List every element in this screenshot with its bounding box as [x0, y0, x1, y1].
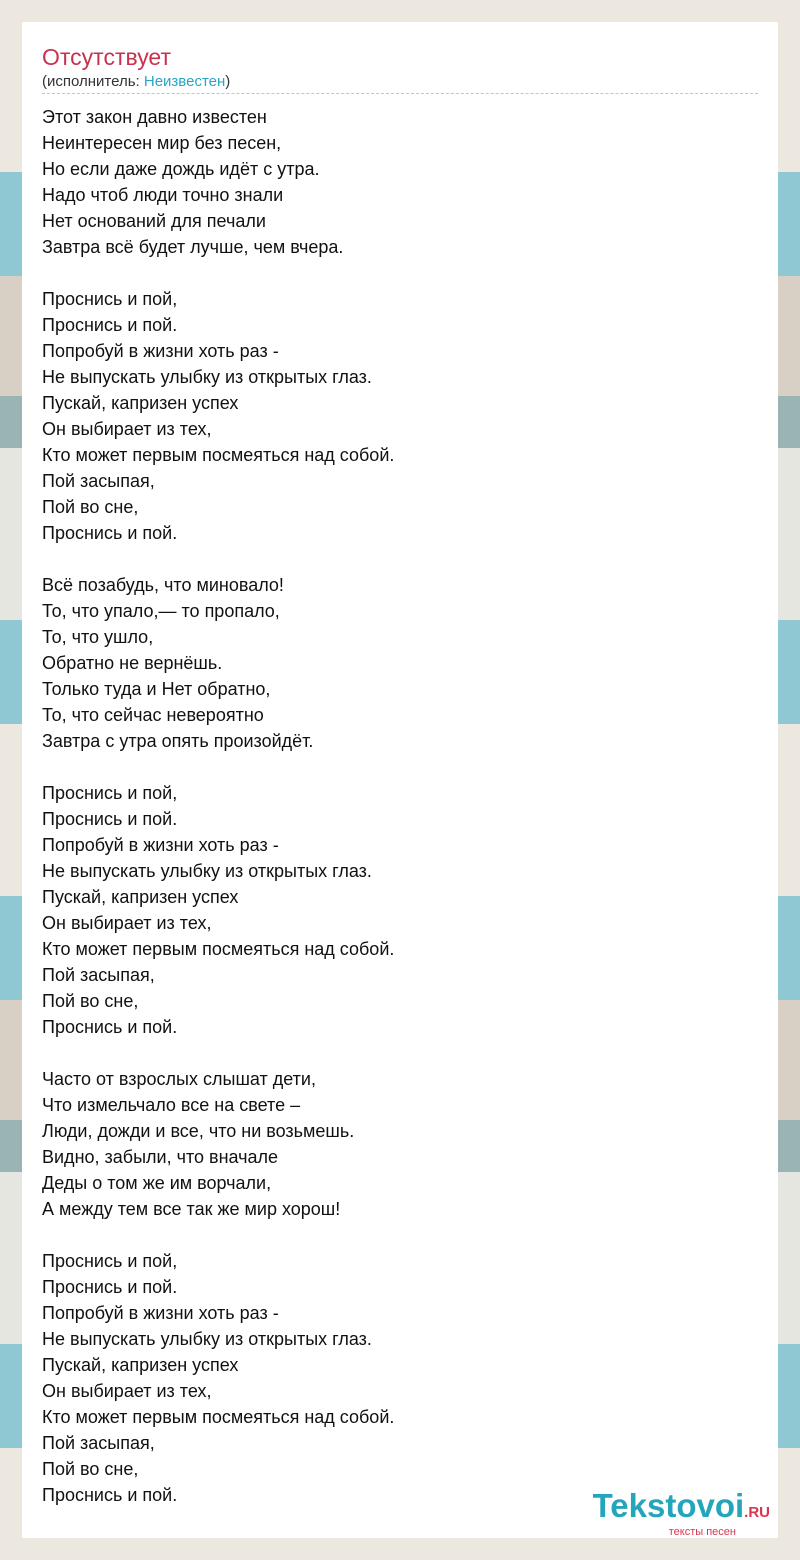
artist-prefix: (исполнитель:: [42, 73, 144, 90]
lyrics-line: Завтра всё будет лучше, чем вчера.: [42, 237, 344, 257]
logo-wordmark: [593, 1489, 770, 1530]
lyrics-line: Попробуй в жизни хоть раз -: [42, 1303, 279, 1323]
lyrics-line: Только туда и Нет обратно,: [42, 679, 271, 699]
lyrics-line: Он выбирает из тех,: [42, 1381, 212, 1401]
lyrics-line: То, что ушло,: [42, 627, 154, 647]
lyrics-line: Деды о том же им ворчали,: [42, 1173, 272, 1193]
lyrics-stanza: [42, 104, 742, 260]
song-title: Отсутствует: [42, 44, 171, 70]
lyrics-line: Видно, забыли, что вначале: [42, 1147, 279, 1167]
logo-main-text: Tekstovoi: [592, 1487, 745, 1524]
lyrics-line: Пой во сне,: [42, 1459, 139, 1479]
lyrics-line: Люди, дожди и все, что ни возьмешь.: [42, 1121, 355, 1141]
lyrics-line: Пускай, капризен успех: [42, 887, 239, 907]
lyrics-line: Что измельчало все на свете –: [42, 1095, 301, 1115]
lyrics-line: Проснись и пой,: [42, 289, 178, 309]
lyrics-line: Но если даже дождь идёт с утра.: [42, 159, 320, 179]
lyrics-line: А между тем все так же мир хорош!: [42, 1199, 341, 1219]
lyrics-line: Проснись и пой.: [42, 1277, 178, 1297]
lyrics-line: Пускай, капризен успех: [42, 1355, 239, 1375]
lyrics-line: Надо чтоб люди точно знали: [42, 185, 284, 205]
lyrics-line: Кто может первым посмеяться над собой.: [42, 445, 395, 465]
title-divider: [42, 93, 758, 94]
lyrics-stanza: [42, 1248, 742, 1508]
lyrics-stanza: [42, 1066, 742, 1222]
lyrics-line: Неинтересен мир без песен,: [42, 133, 282, 153]
lyrics-line: Обратно не вернёшь.: [42, 653, 223, 673]
lyrics-line: Он выбирает из тех,: [42, 419, 212, 439]
lyrics-line: Пой засыпая,: [42, 965, 155, 985]
lyrics-line: Проснись и пой.: [42, 1485, 178, 1505]
lyrics-body: [42, 104, 742, 1534]
artist-link[interactable]: Неизвестен: [143, 73, 226, 90]
lyrics-line: Часто от взрослых слышат дети,: [42, 1069, 316, 1089]
lyrics-line: Он выбирает из тех,: [42, 913, 212, 933]
lyrics-card: [22, 22, 778, 1538]
lyrics-line: Пой во сне,: [42, 991, 139, 1011]
lyrics-line: Попробуй в жизни хоть раз -: [42, 341, 279, 361]
lyrics-line: Проснись и пой,: [42, 783, 178, 803]
lyrics-line: Пой засыпая,: [42, 471, 155, 491]
lyrics-stanza: [42, 780, 742, 1040]
lyrics-line: Проснись и пой.: [42, 1017, 178, 1037]
logo-tld: .RU: [744, 1504, 770, 1521]
lyrics-line: Проснись и пой.: [42, 809, 178, 829]
lyrics-line: Пой засыпая,: [42, 1433, 155, 1453]
lyrics-line: Завтра с утра опять произойдёт.: [42, 731, 314, 751]
site-logo[interactable]: [593, 1489, 770, 1538]
lyrics-line: Не выпускать улыбку из открытых глаз.: [42, 861, 372, 881]
lyrics-line: Всё позабудь, что миновало!: [42, 575, 284, 595]
artist-line: [42, 73, 230, 91]
lyrics-stanza: [42, 572, 742, 754]
lyrics-line: То, что упало,— то пропало,: [42, 601, 280, 621]
lyrics-line: Проснись и пой,: [42, 1251, 178, 1271]
lyrics-line: Нет оснований для печали: [42, 211, 266, 231]
lyrics-line: Проснись и пой.: [42, 315, 178, 335]
lyrics-line: Кто может первым посмеяться над собой.: [42, 939, 395, 959]
lyrics-line: Попробуй в жизни хоть раз -: [42, 835, 279, 855]
lyrics-line: Не выпускать улыбку из открытых глаз.: [42, 367, 372, 387]
lyrics-line: То, что сейчас невероятно: [42, 705, 264, 725]
lyrics-line: Пускай, капризен успех: [42, 393, 239, 413]
lyrics-line: Пой во сне,: [42, 497, 139, 517]
artist-suffix: ): [225, 73, 231, 90]
lyrics-line: Кто может первым посмеяться над собой.: [42, 1407, 395, 1427]
lyrics-line: Не выпускать улыбку из открытых глаз.: [42, 1329, 372, 1349]
lyrics-line: Этот закон давно известен: [42, 107, 267, 127]
logo-tagline: тексты песен: [668, 1526, 736, 1538]
lyrics-stanza: [42, 286, 742, 546]
lyrics-line: Проснись и пой.: [42, 523, 178, 543]
